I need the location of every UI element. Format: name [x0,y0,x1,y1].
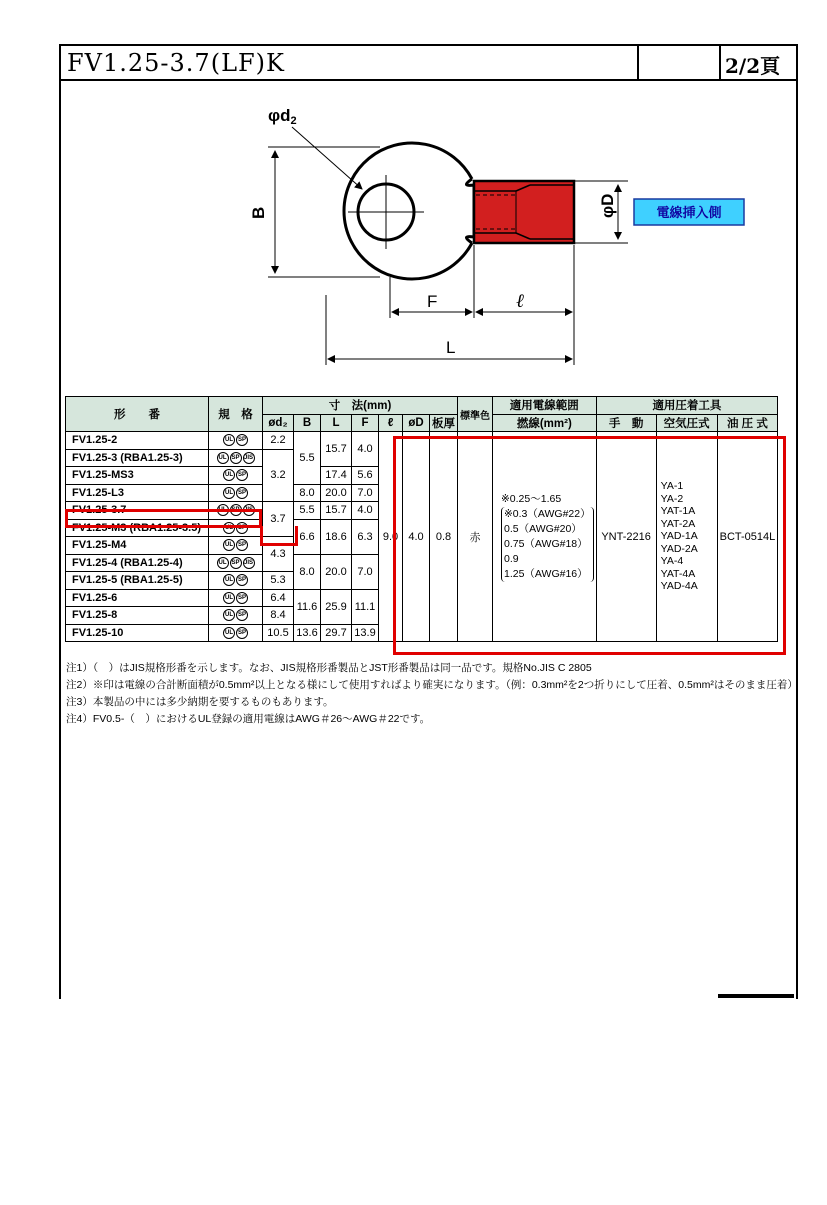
tool-item: YAT-4A [660,567,696,580]
model-cell: FV1.25-M4 [66,537,209,555]
label-L: L [446,338,456,357]
wire-range-item: ※0.3（AWG#22） [504,507,591,520]
L-cell: 20.0 [321,554,352,589]
ul-mark-icon: UL [223,522,235,534]
D-cell: 4.0 [403,432,430,642]
B-cell: 13.6 [294,624,321,642]
csa-mark-icon: SP [236,487,248,499]
model-cell: FV1.25-3 (RBA1.25-3) [66,449,209,467]
marks-cell [209,502,263,520]
B-cell: 11.6 [294,589,321,624]
marks-cell [209,484,263,502]
d2-cell: 10.5 [263,624,294,642]
color-cell: 赤 [458,432,493,642]
ul-mark-icon: UL [223,627,235,639]
marks-cell [209,519,263,537]
marks-cell [209,537,263,555]
marks-cell [209,624,263,642]
header-thickness: 板厚 [430,414,458,432]
F-cell: 13.9 [352,624,379,642]
F-cell: 4.0 [352,432,379,467]
header-dimensions: 寸 法(mm) [263,397,458,415]
ul-mark-icon: UL [223,487,235,499]
wire-range-item: 1.25（AWG#16） [504,567,588,580]
F-cell: 6.3 [352,519,379,554]
jis-mark-icon: JIS [243,504,255,516]
F-cell: 11.1 [352,589,379,624]
document-title: FV1.25-3.7(LF)K [67,49,285,77]
bottom-bar [718,994,794,998]
tool-item: YAD-1A [660,530,698,543]
model-cell: FV1.25-5 (RBA1.25-5) [66,572,209,590]
tool-item: YAD-4A [660,580,698,593]
header-stranded: 撚線(mm²) [493,414,597,432]
csa-mark-icon: SP [236,609,248,621]
tool-item: YAT-2A [660,517,696,530]
header-wire-range: 適用電線範囲 [493,397,597,415]
label-D: φD [598,193,617,218]
terminal-drawing [240,95,760,375]
ul-mark-icon: UL [223,434,235,446]
F-cell: 7.0 [352,484,379,502]
header-d2: ød₂ [263,414,294,432]
header-hydraulic: 油 圧 式 [717,414,778,432]
csa-mark-icon: SP [230,557,242,569]
csa-mark-icon: SP [230,504,242,516]
L-cell: 18.6 [321,519,352,554]
marks-cell [209,572,263,590]
csa-mark-icon: SP [236,522,248,534]
ul-mark-icon: UL [223,609,235,621]
wire-range-cell [493,432,597,642]
header-B: B [294,414,321,432]
wire-range-item: 0.9 [504,552,519,565]
L-cell: 15.7 [321,502,352,520]
model-cell: FV1.25-6 [66,589,209,607]
label-l: ℓ [516,290,524,312]
header-standard-color: 標準色 [458,397,493,432]
l-cell: 9.0 [379,432,403,642]
F-cell: 7.0 [352,554,379,589]
marks-cell [209,607,263,625]
table-row [66,432,778,450]
header-model: 形 番 [66,397,209,432]
ul-mark-icon: UL [217,504,229,516]
L-cell: 25.9 [321,589,352,624]
title-blank-cell [637,46,721,79]
note-3: 注3）本製品の中には多少納期を要するものもあります。 [66,696,334,708]
note-2: 注2）※印は電線の合計断面積が0.5mm²以上となる様にして使用すればより確実になります。（例：0.3mm²を2つ折りにして圧着、0.5mm²はそのまま圧着） [66,679,798,691]
model-cell: FV1.25-L3 [66,484,209,502]
csa-mark-icon: SP [236,434,248,446]
ul-mark-icon: UL [223,469,235,481]
marks-cell [209,449,263,467]
label-F: F [427,292,438,311]
model-cell: FV1.25-4 (RBA1.25-4) [66,554,209,572]
jis-mark-icon: JIS [243,557,255,569]
marks-cell [209,554,263,572]
ul-mark-icon: UL [217,557,229,569]
jis-mark-icon: JIS [243,452,255,464]
L-cell: 20.0 [321,484,352,502]
model-cell: FV1.25-M3 (RBA1.25-3.5) [66,519,209,537]
L-cell: 17.4 [321,467,352,485]
F-cell: 4.0 [352,502,379,520]
wire-range-item: 0.75（AWG#18） [504,537,588,550]
csa-mark-icon: SP [230,452,242,464]
F-cell: 5.6 [352,467,379,485]
notes [66,660,798,728]
dimension-lines [268,127,628,365]
ul-mark-icon: UL [223,592,235,604]
tool-item: YAT-1A [660,505,696,518]
model-cell: FV1.25-10 [66,624,209,642]
insert-side-label: 電線挿入側 [656,206,722,221]
wire-range-item: ※0.25〜1.65 [501,492,562,505]
model-cell: FV1.25-MS3 [66,467,209,485]
d2-cell: 8.4 [263,607,294,625]
note-1: 注1）（ ）はJIS規格形番を示します。なお、JIS規格形番製品とJST形番製品は同一品です。規格No.JIS C 2805 [66,662,592,674]
marks-cell [209,432,263,450]
d2-cell: 2.2 [263,432,294,450]
label-B: B [249,206,268,219]
thickness-cell: 0.8 [430,432,458,642]
header-F: F [352,414,379,432]
ul-mark-icon: UL [223,539,235,551]
csa-mark-icon: SP [236,574,248,586]
B-cell: 8.0 [294,484,321,502]
tool-item: YA-4 [660,555,684,568]
header-tools: 適用圧着工具 [596,397,778,415]
csa-mark-icon: SP [236,469,248,481]
wire-range-item: 0.5（AWG#20） [504,522,582,535]
csa-mark-icon: SP [236,627,248,639]
manual-tool-cell: YNT-2216 [596,432,656,642]
model-cell: FV1.25-8 [66,607,209,625]
B-cell: 6.6 [294,519,321,554]
B-cell: 5.5 [294,432,321,485]
tool-item: YAD-2A [660,542,698,555]
d2-cell: 3.7 [263,502,294,537]
L-cell: 29.7 [321,624,352,642]
model-cell: FV1.25-3.7 [66,502,209,520]
ring-terminal-outline [344,143,474,279]
d2-cell: 4.3 [263,537,294,572]
header-L: L [321,414,352,432]
spec-table [65,396,778,642]
csa-mark-icon: SP [236,539,248,551]
B-cell: 5.5 [294,502,321,520]
hydraulic-tool-cell: BCT-0514L [717,432,778,642]
ul-mark-icon: UL [217,452,229,464]
header-manual: 手 動 [596,414,656,432]
header-D: øD [403,414,430,432]
tool-item: YA-1 [660,480,684,493]
marks-cell [209,467,263,485]
note-4: 注4）FV0.5-（ ）におけるUL登録の適用電線はAWG＃26〜AWG＃22です。 [66,713,431,725]
B-cell: 8.0 [294,554,321,589]
title-row [61,46,796,81]
d2-cell: 5.3 [263,572,294,590]
tool-item: YA-2 [660,492,684,505]
model-cell: FV1.25-2 [66,432,209,450]
pneumatic-tools-cell [656,432,717,642]
d2-cell: 6.4 [263,589,294,607]
label-d2: φd2 [268,106,297,127]
csa-mark-icon: SP [236,592,248,604]
ul-mark-icon: UL [223,574,235,586]
d2-cell: 3.2 [263,449,294,502]
insulation-sleeve [474,181,574,243]
marks-cell [209,589,263,607]
L-cell: 15.7 [321,432,352,467]
header-l: ℓ [379,414,403,432]
header-pneumatic: 空気圧式 [656,414,717,432]
header-standard: 規 格 [209,397,263,432]
page-number: 2/2頁 [725,54,781,78]
